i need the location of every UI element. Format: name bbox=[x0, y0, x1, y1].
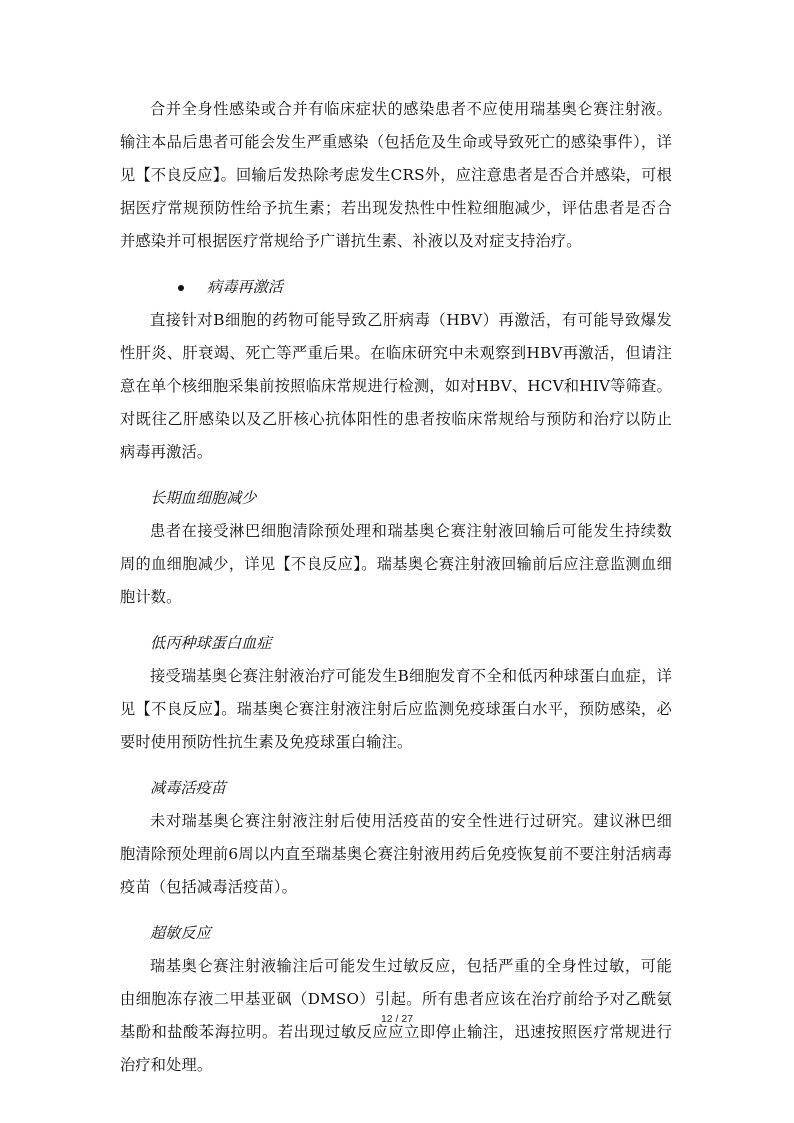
paragraph-vaccine: 未对瑞基奥仑赛注射液注射后使用活疫苗的安全性进行过研究。建议淋巴细胞清除预处理前6周以内直至瑞基奥仑赛注射液用药后免疫恢复前不要注射活病毒疫苗（包括减毒活疫苗）。 bbox=[120, 812, 672, 896]
paragraph-cytopenia: 患者在接受淋巴细胞清除预处理和瑞基奥仑赛注射液回输后可能发生持续数周的血细胞减少，详见【不良反应】。瑞基奥仑赛注射液回输前后应注意监测血细胞计数。 bbox=[120, 522, 672, 606]
paragraph-hbv: 直接针对B细胞的药物可能导致乙肝病毒（HBV）再激活，有可能导致爆发性肝炎、肝衰竭、死亡等严重后果。在临床研究中未观察到HBV再激活，但请注意在单个核细胞采集前按照临床常规进行检测，如对HBV、HCV和HIV等筛查。对既往乙肝感染以及乙肝核心抗体阳性的患者按临床常规给与预防和治疗以防止病毒再激活。 bbox=[120, 311, 672, 461]
paragraph-infection: 合并全身性感染或合并有临床症状的感染患者不应使用瑞基奥仑赛注射液。输注本品后患者可能会发生严重感染（包括危及生命或导致死亡的感染事件），详见【不良反应】。回输后发热除考虑发生CRS外，应注意患者是否合并感染，可根据医疗常规预防性给予抗生素；若出现发热性中性粒细胞减少，评估患者是否合并感染并可根据医疗常规给予广谱抗生素、补液以及对症支持治疗。 bbox=[120, 100, 672, 250]
page-number: 12 / 27 bbox=[380, 1013, 414, 1025]
bullet-icon bbox=[178, 285, 184, 291]
heading-text: 病毒再激活 bbox=[207, 278, 283, 296]
section-heading-hbv bbox=[120, 271, 672, 304]
paragraph-hypersensitivity: 瑞基奥仑赛注射液输注后可能发生过敏反应，包括严重的全身性过敏，可能由细胞冻存液二甲基亚砜（DMSO）引起。所有患者应该在治疗前给予对乙酰氨基酚和盐酸苯海拉明。若出现过敏反应应立即停止输注，迅速按照医疗常规进行治疗和处理。 bbox=[120, 957, 672, 1074]
page-content bbox=[120, 93, 672, 1082]
section-heading-hypersensitivity: 超敏反应 bbox=[150, 924, 211, 942]
paragraph-hypogamma: 接受瑞基奥仑赛注射液治疗可能发生B细胞发育不全和低丙种球蛋白血症，详见【不良反应】。瑞基奥仑赛注射液注射后应监测免疫球蛋白水平，预防感染，必要时使用预防性抗生素及免疫球蛋白输注。 bbox=[120, 667, 672, 751]
section-heading-hypogamma: 低丙种球蛋白血症 bbox=[150, 634, 272, 652]
section-heading-vaccine: 减毒活疫苗 bbox=[150, 779, 226, 797]
section-heading-cytopenia: 长期血细胞减少 bbox=[150, 489, 257, 507]
